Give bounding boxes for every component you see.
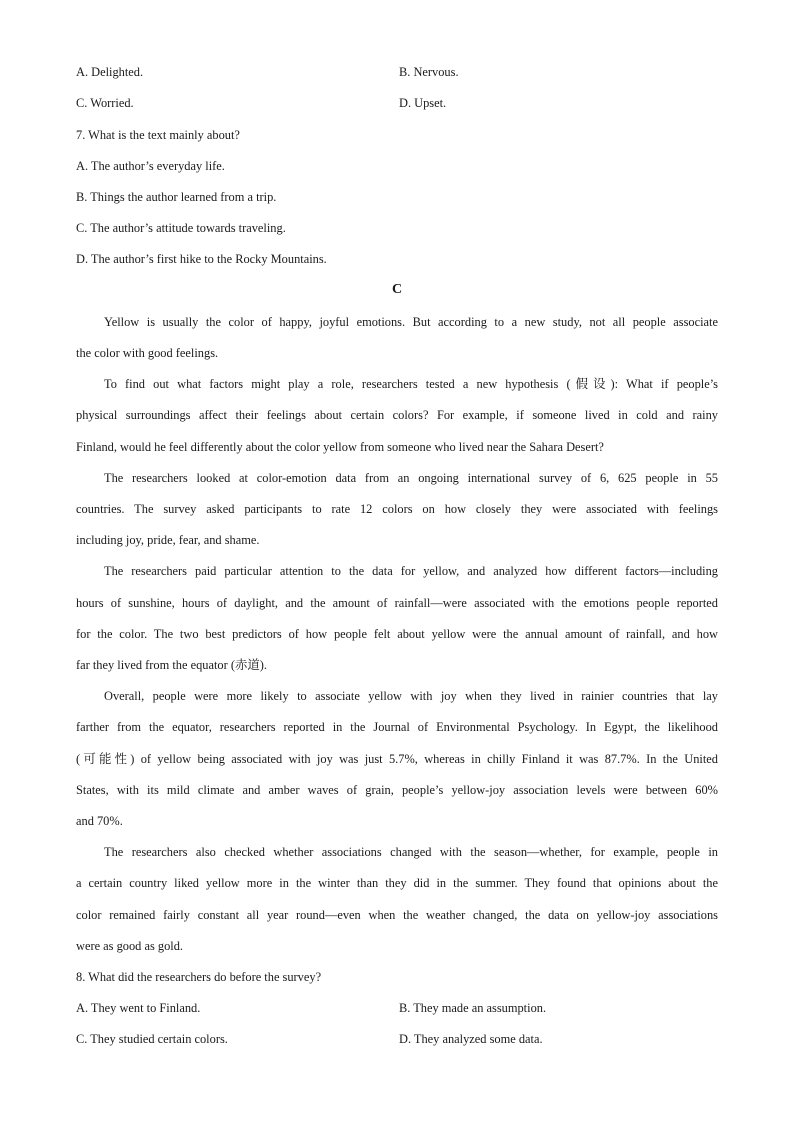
passage-p1-line: Yellow is usually the color of happy, joyful emotions. But according to a new study, not all people associate bbox=[104, 315, 718, 329]
passage-p3-line: including joy, pride, fear, and shame. bbox=[76, 533, 260, 547]
q6-option-c: C. Worried. bbox=[76, 96, 134, 110]
passage-p4-line: for the color. The two best predictors of how people felt about yellow were the annual amount of rainfall, and how bbox=[76, 627, 718, 641]
passage-p2-line: Finland, would he feel differently about the color yellow from someone who lived near the Sahara Desert? bbox=[76, 440, 604, 454]
q8-option-c: C. They studied certain colors. bbox=[76, 1032, 228, 1046]
passage-p5-line: States, with its mild climate and amber waves of grain, people’s yellow-joy association levels were between 60% bbox=[76, 783, 718, 797]
q6-option-d: D. Upset. bbox=[399, 96, 447, 110]
passage-p5-line: (可能性) of yellow being associated with joy was just 5.7%, whereas in chilly Finland it was 87.7%. In the United bbox=[76, 752, 718, 766]
passage-p4-line: The researchers paid particular attention to the data for yellow, and analyzed how different factors—including bbox=[104, 564, 718, 578]
passage-p6-line: a certain country liked yellow more in the winter than they did in the summer. They found that opinions about the bbox=[76, 876, 718, 890]
q7-option-c: C. The author’s attitude towards traveling. bbox=[76, 221, 286, 235]
passage-p5-line: farther from the equator, researchers reported in the Journal of Environmental Psychology. In Egypt, the likelihood bbox=[76, 720, 718, 734]
passage-p6-line: color remained fairly constant all year round—even when the weather changed, the data on yellow-joy associations bbox=[76, 908, 718, 922]
passage-p6-line: were as good as gold. bbox=[76, 939, 184, 953]
q8-option-b: B. They made an assumption. bbox=[399, 1001, 547, 1015]
passage-p1-line: the color with good feelings. bbox=[76, 346, 219, 360]
passage-p2-line: physical surroundings affect their feelings about certain colors? For example, if someone lived in cold and rainy bbox=[76, 408, 718, 422]
passage-p5-line: Overall, people were more likely to associate yellow with joy when they lived in rainier countries that lay bbox=[104, 689, 718, 703]
passage-p4-line: hours of sunshine, hours of daylight, and the amount of rainfall—were associated with the emotions people reported bbox=[76, 596, 718, 610]
passage-p4-line: far they lived from the equator (赤道). bbox=[76, 658, 267, 672]
passage-p2-line: To find out what factors might play a role, researchers tested a new hypothesis (假设): What if people’s bbox=[104, 377, 718, 391]
q7-stem: 7. What is the text mainly about? bbox=[76, 128, 240, 142]
passage-p5-line: and 70%. bbox=[76, 814, 123, 828]
q7-option-a: A. The author’s everyday life. bbox=[76, 159, 225, 173]
section-heading: C bbox=[391, 282, 403, 297]
q8-option-d: D. They analyzed some data. bbox=[399, 1032, 543, 1046]
q7-option-d: D. The author’s first hike to the Rocky Mountains. bbox=[76, 252, 327, 266]
q7-option-b: B. Things the author learned from a trip. bbox=[76, 190, 277, 204]
passage-p6-line: The researchers also checked whether associations changed with the season—whether, for example, people in bbox=[104, 845, 718, 859]
passage-p3-line: The researchers looked at color-emotion data from an ongoing international survey of 6, 625 people in 55 bbox=[104, 471, 718, 485]
q6-option-a: A. Delighted. bbox=[76, 65, 144, 79]
q8-option-a: A. They went to Finland. bbox=[76, 1001, 201, 1015]
q8-stem: 8. What did the researchers do before the survey? bbox=[76, 970, 322, 984]
passage-p3-line: countries. The survey asked participants to rate 12 colors on how closely they were associated with feelings bbox=[76, 502, 718, 516]
q6-option-b: B. Nervous. bbox=[399, 65, 459, 79]
